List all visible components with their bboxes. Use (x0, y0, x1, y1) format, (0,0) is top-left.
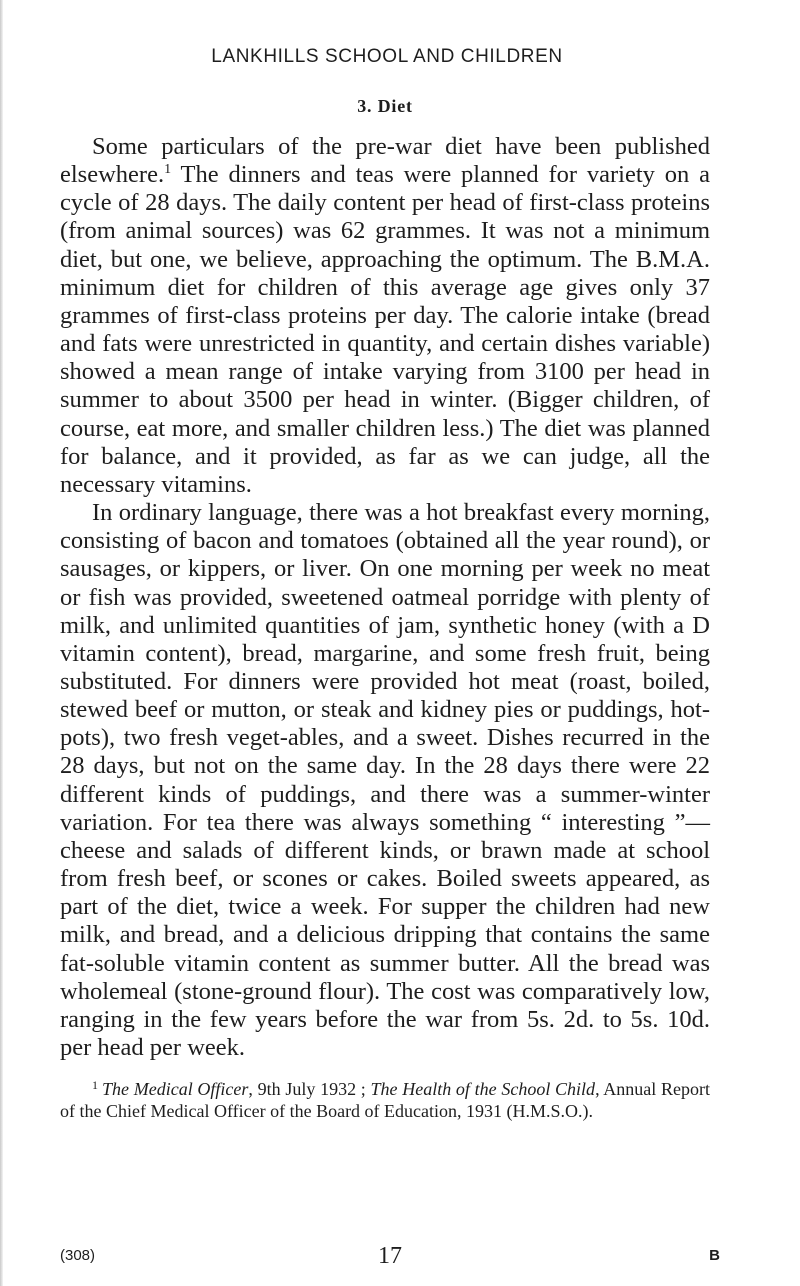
paragraph-1-text-start: Some particulars of the pre-war diet have been published elsewhere. (60, 133, 710, 189)
footnote-title-1: The Medical Officer (102, 1079, 249, 1100)
print-code: (308) (60, 1247, 96, 1264)
footnote-text-2: , Annual Report of the Chief Medical Officer of the Board of Education, 1931 (H.M.S.O.). (60, 1079, 710, 1122)
paragraph-1-text-rest: The dinners and teas were planned for variety on a cycle of 28 days. The daily content per head of first-class proteins (from animal sources) was 62 grammes. It was not a minimum diet, but one, we believe, approaching the optimum. The B.M.A. minimum diet for children of this average age gives only 37 grammes of first-class proteins per day. The calorie intake (bread and fats were unrestricted in quantity, and certain dishes variable) showed a mean range of intake varying from 3100 per head in summer to about 3500 per head in winter. (Bigger children, of course, eat more, and smaller children less.) The diet was planned for balance, and it provided, as far as we can judge, all the necessary vitamins. (60, 161, 710, 498)
footnote-marker: 1 (92, 1078, 98, 1093)
section-title: 3. Diet (357, 96, 413, 116)
signature-mark: B (709, 1247, 720, 1264)
footnote (60, 1074, 710, 1122)
footnote-title-2: The Health of the School Child (370, 1079, 596, 1100)
page-footer (60, 1243, 720, 1271)
running-head: LANKHILLS SCHOOL AND CHILDREN (211, 46, 563, 67)
footnote-reference: 1 (164, 162, 172, 178)
page-number: 17 (378, 1243, 402, 1269)
book-page (60, 46, 710, 1122)
paragraph-1 (60, 133, 710, 499)
footnote-text-1: , 9th July 1932 ; (248, 1079, 371, 1100)
paragraph-2: In ordinary language, there was a hot breakfast every morning, consisting of bacon and tomatoes (obtained all the year round), or sausages, or kippers, or liver. On one morning per week no meat or fish was provided, sweetened oatmeal porridge with plenty of milk, and unlimited quantities of jam, synthetic honey (with a D vitamin content), bread, margarine, and some fresh fruit, being substituted. For dinners were provided hot meat (roast, boiled, stewed beef or mutton, or steak and kidney pies or puddings, hot-pots), two fresh veget-ables, and a sweet. Dishes recurred in the 28 days, but not on the same day. In the 28 days there were 22 different kinds of puddings, and there was a summer-winter variation. For tea there was always something “ interesting ”—cheese and salads of different kinds, or brawn made at school from fresh beef, or scones or cakes. Boiled sweets appeared, as part of the diet, twice a week. For supper the children had new milk, and bread, and a delicious dripping that contains the same fat-soluble vitamin content as summer butter. All the bread was wholemeal (stone-ground flour). The cost was comparatively low, ranging in the few years before the war from 5s. 2d. to 5s. 10d. per head per week. (60, 499, 710, 1061)
scan-edge-shadow (0, 0, 3, 1286)
